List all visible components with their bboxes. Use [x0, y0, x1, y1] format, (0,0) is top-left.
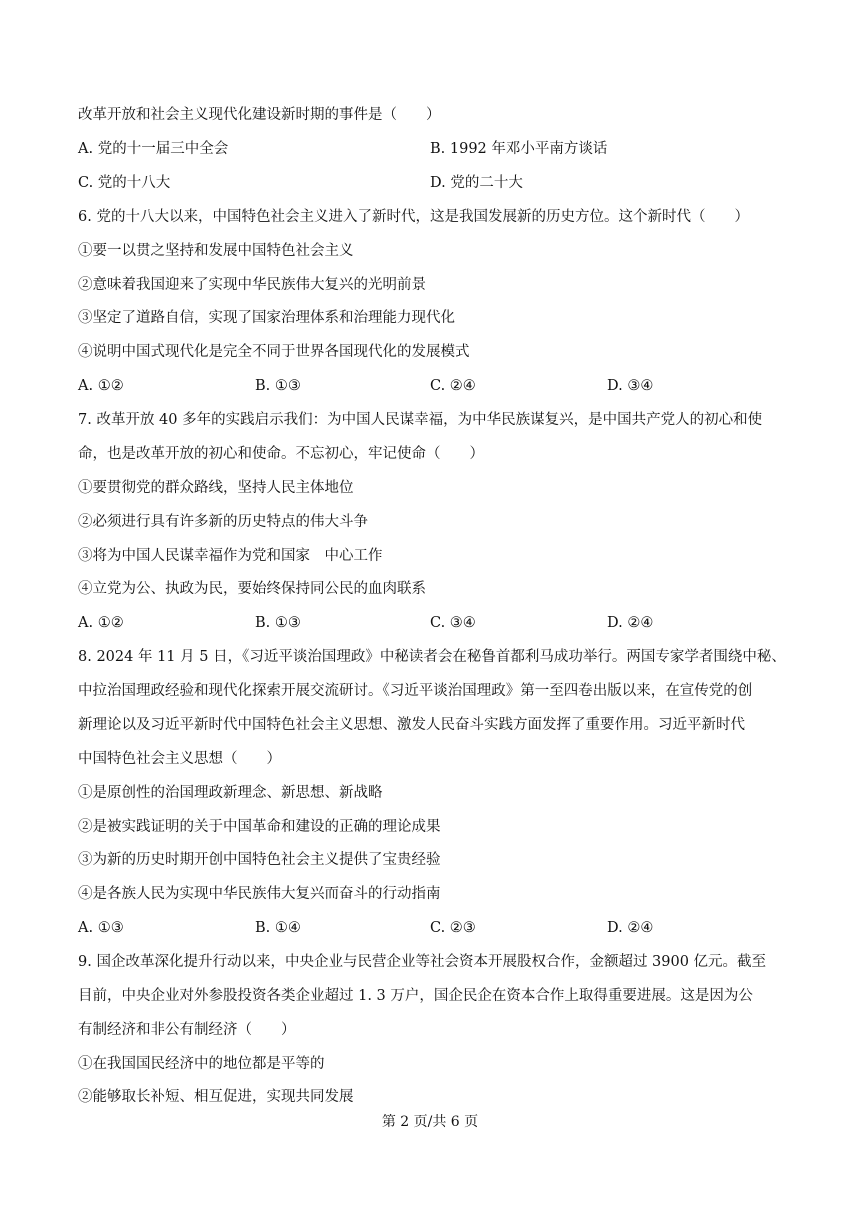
q7-item-4: ④立党为公、执政为民，要始终保持同公民的血肉联系 [78, 581, 426, 597]
page-number-footer: 第 2 页/共 6 页 [381, 1114, 479, 1130]
q8-stem-line-3: 新理论以及习近平新时代中国特色社会主义思想、激发人民奋斗实践方面发挥了重要作用。习近平新时代 [78, 717, 745, 733]
q8-option-b: B. ①④ [255, 920, 301, 936]
q5-option-c: C. 党的十八大 [78, 175, 171, 191]
q7-option-a: A. ①② [78, 615, 124, 631]
q7-option-b: B. ①③ [255, 615, 301, 631]
q6-option-c: C. ②④ [430, 378, 476, 394]
q7-item-3: ③将为中国人民谋幸福作为党和国家 中心工作 [78, 548, 383, 564]
q5-stem-tail: 改革开放和社会主义现代化建设新时期的事件是（ ） [78, 107, 441, 123]
q6-stem: 6. 党的十八大以来，中国特色社会主义进入了新时代，这是我国发展新的历史方位。这个新时代（ ） [78, 209, 749, 225]
q7-stem-line-2: 命，也是改革开放的初心和使命。不忘初心，牢记使命（ ） [78, 446, 484, 462]
q9-stem-line-3: 有制经济和非公有制经济（ ） [78, 1022, 296, 1038]
q5-option-d: D. 党的二十大 [430, 175, 523, 191]
q9-stem-line-1: 9. 国企改革深化提升行动以来，中央企业与民营企业等社会资本开展股权合作，金额超过 3900 亿元。截至 [78, 954, 767, 970]
q7-option-c: C. ③④ [430, 615, 476, 631]
q9-item-1: ①在我国国民经济中的地位都是平等的 [78, 1056, 325, 1072]
q6-option-d: D. ③④ [607, 378, 654, 394]
q8-item-1: ①是原创性的治国理政新理念、新思想、新战略 [78, 785, 383, 801]
q8-option-a: A. ①③ [78, 920, 124, 936]
q8-option-d: D. ②④ [607, 920, 654, 936]
q7-item-1: ①要贯彻党的群众路线，坚持人民主体地位 [78, 480, 354, 496]
q8-stem-line-1: 8. 2024 年 11 月 5 日，《习近平谈治国理政》中秘读者会在秘鲁首都利马成功举行。两国专家学者围绕中秘、 [78, 649, 786, 665]
q7-item-2: ②必须进行具有许多新的历史特点的伟大斗争 [78, 514, 368, 530]
q5-option-b: B. 1992 年邓小平南方谈话 [430, 141, 608, 157]
q6-option-b: B. ①③ [255, 378, 301, 394]
q6-item-4: ④说明中国式现代化是完全不同于世界各国现代化的发展模式 [78, 344, 470, 360]
q8-item-4: ④是各族人民为实现中华民族伟大复兴而奋斗的行动指南 [78, 886, 441, 902]
q8-item-2: ②是被实践证明的关于中国革命和建设的正确的理论成果 [78, 819, 441, 835]
q7-stem-line-1: 7. 改革开放 40 多年的实践启示我们：为中国人民谋幸福，为中华民族谋复兴，是中国共产党人的初心和使 [78, 412, 763, 428]
q7-option-d: D. ②④ [607, 615, 654, 631]
q6-item-3: ③坚定了道路自信，实现了国家治理体系和治理能力现代化 [78, 310, 455, 326]
q9-item-2: ②能够取长补短、相互促进，实现共同发展 [78, 1089, 354, 1105]
q8-stem-line-4: 中国特色社会主义思想（ ） [78, 751, 281, 767]
q8-item-3: ③为新的历史时期开创中国特色社会主义提供了宝贵经验 [78, 852, 441, 868]
q5-option-a: A. 党的十一届三中全会 [78, 141, 229, 157]
q6-option-a: A. ①② [78, 378, 124, 394]
q6-item-1: ①要一以贯之坚持和发展中国特色社会主义 [78, 243, 354, 259]
q6-item-2: ②意味着我国迎来了实现中华民族伟大复兴的光明前景 [78, 277, 426, 293]
q8-stem-line-2: 中拉治国理政经验和现代化探索开展交流研讨。《习近平谈治国理政》第一至四卷出版以来，在宣传党的创 [78, 683, 753, 699]
q8-option-c: C. ②③ [430, 920, 476, 936]
q9-stem-line-2: 目前，中央企业对外参股投资各类企业超过 1. 3 万户，国企民企在资本合作上取得重要进展。这是因为公 [78, 988, 753, 1004]
